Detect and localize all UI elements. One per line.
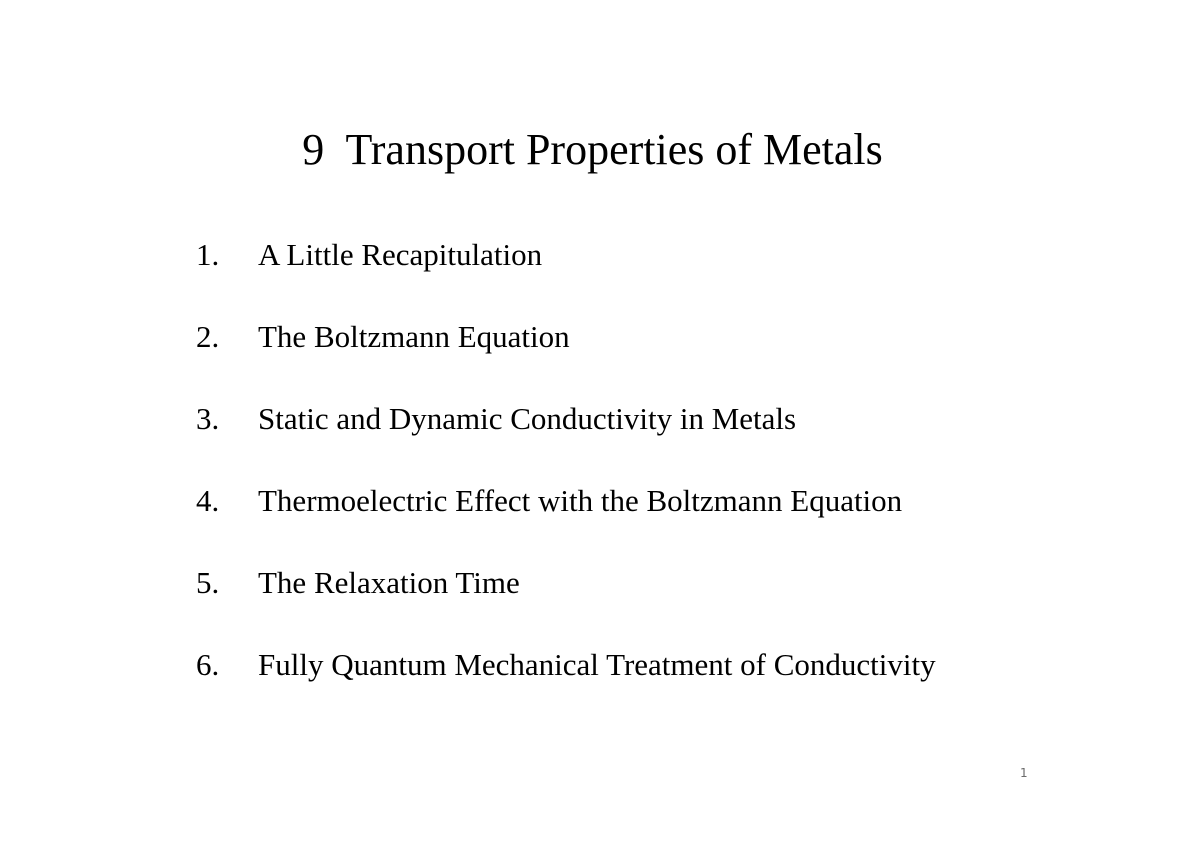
- agenda-item-text: Fully Quantum Mechanical Treatment of Conductivity: [258, 647, 936, 682]
- agenda-item: [196, 644, 936, 726]
- agenda-item-text: The Relaxation Time: [258, 565, 520, 600]
- agenda-item: [196, 480, 936, 562]
- agenda-item-number: 6.: [196, 647, 220, 682]
- agenda-item: [196, 234, 936, 316]
- agenda-item: [196, 562, 936, 644]
- agenda-item-text: Thermoelectric Effect with the Boltzmann Equation: [258, 483, 903, 518]
- agenda-item-text: Static and Dynamic Conductivity in Metals: [258, 401, 797, 436]
- agenda-item-text: The Boltzmann Equation: [258, 319, 570, 354]
- agenda-list: [196, 234, 936, 726]
- agenda-item: [196, 316, 936, 398]
- page-number: 1: [1020, 766, 1028, 780]
- slide-title: 9 Transport Properties of Metals: [302, 125, 883, 174]
- agenda-item: [196, 398, 936, 480]
- agenda-item-text: A Little Recapitulation: [258, 237, 543, 272]
- agenda-item-number: 5.: [196, 565, 220, 600]
- agenda-item-number: 4.: [196, 483, 220, 518]
- agenda-item-number: 2.: [196, 319, 220, 354]
- agenda-item-number: 1.: [196, 237, 220, 272]
- agenda-item-number: 3.: [196, 401, 220, 436]
